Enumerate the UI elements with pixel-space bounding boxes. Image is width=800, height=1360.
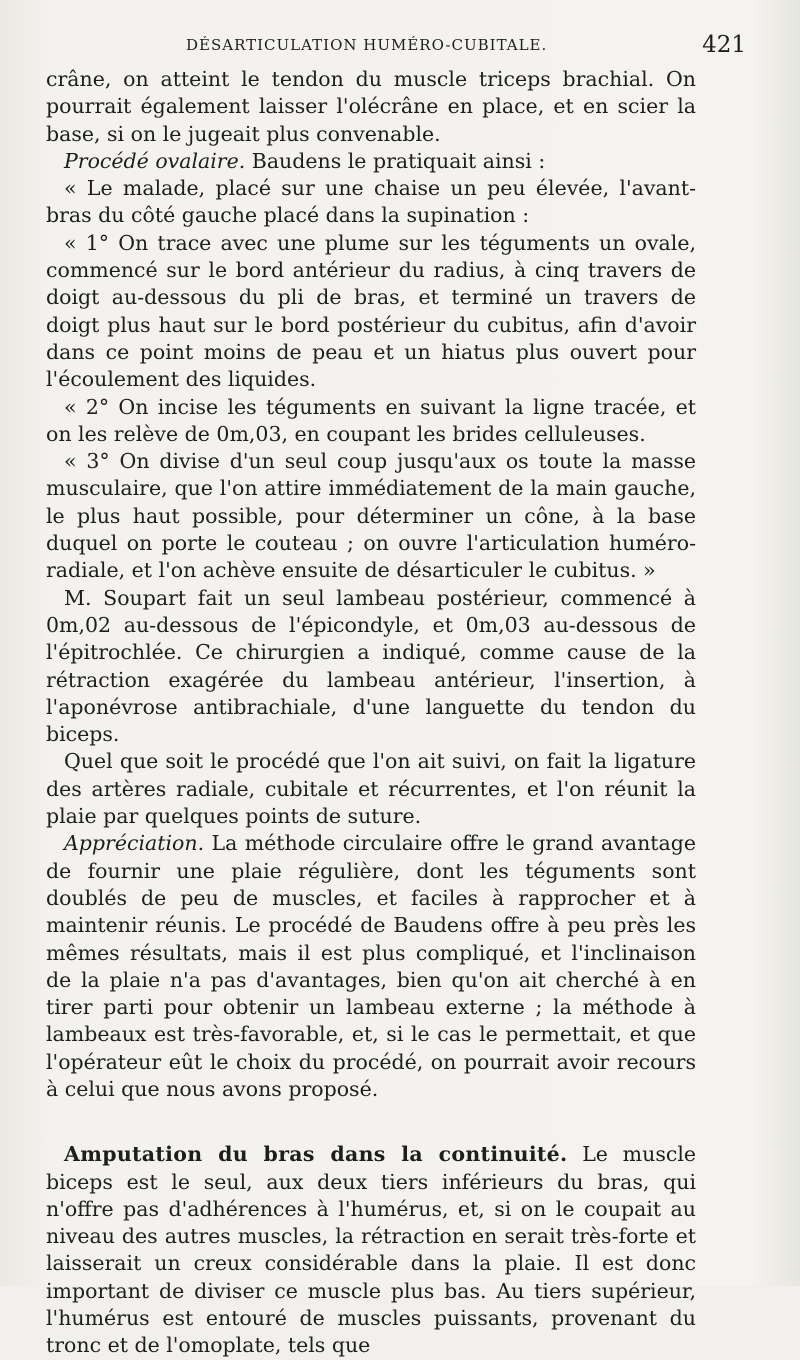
- paragraph-procede-ovalaire: [46, 148, 696, 175]
- paragraph-ligature: Quel que soit le procédé que l'on ait suivi, on fait la ligature des artères radiale, cubitale et récurrentes, et l'on réunit la plaie par quelques points de suture.: [46, 749, 696, 829]
- paragraph-label: Procédé ovalaire.: [64, 148, 246, 173]
- paragraph-continuation: crâne, on atteint le tendon du muscle triceps brachial. On pourrait également laisser l'olécrâne en place, et en scier la base, si on le jugeait plus convenable.: [46, 67, 696, 146]
- body-text: [46, 66, 696, 1360]
- running-title: DÉSARTICULATION HUMÉRO-CUBITALE.: [186, 36, 548, 54]
- paragraph-text: Le muscle biceps est le seul, aux deux tiers inférieurs du bras, qui n'offre pas d'adhérences à l'humérus, et, si on le coupait au niveau des autres muscles, la rétraction en serait très-forte et laisserait un creux considérable dans la plaie. Il est donc important de diviser ce muscle plus bas. Au tiers supérieur, l'humérus est entouré de muscles puissants, provenant du tronc et de l'omoplate, tels que: [46, 1142, 697, 1358]
- running-head: [46, 32, 746, 60]
- paragraph-amputation: [46, 1141, 696, 1359]
- paragraph-text: Baudens le pratiquait ainsi :: [245, 148, 546, 173]
- section-heading: Amputation du bras dans la continuité.: [64, 1142, 568, 1167]
- paragraph-step-1: « 1° On trace avec une plume sur les téguments un ovale, commencé sur le bord antérieur du radius, à cinq travers de doigt au-dessous du pli de bras, et terminé un travers de doigt plus haut sur le bord postérieur du cubitus, afin d'avoir dans ce point moins de peau et un hiatus plus ouvert pour l'écoulement des liquides.: [46, 230, 696, 392]
- paragraph-label: Appréciation.: [64, 831, 205, 856]
- page-number: 421: [702, 32, 746, 58]
- paragraph-soupart: M. Soupart fait un seul lambeau postérieur, commencé à 0m,02 au-dessous de l'épicondyle, et 0m,03 au-dessous de l'épitrochlée. Ce chirurgien a indiqué, comme cause de la rétraction exagérée du lambeau antérieur, l'insertion, à l'aponévrose antibrachiale, d'une languette du tendon du biceps.: [46, 585, 696, 747]
- paragraph-text: La méthode circulaire offre le grand avantage de fournir une plaie régulière, dont les téguments sont doublés de peu de muscles, et faciles à rapprocher et à maintenir réunis. Le procédé de Baudens offre à peu près les mêmes résultats, mais il est plus compliqué, et l'inclinaison de la plaie n'a pas d'avantages, bien qu'on ait cherché à en tirer parti pour obtenir un lambeau externe ; la méthode à lambeaux est très-favorable, et, si le cas le permettait, et que l'opérateur eût le choix du procédé, on pourrait avoir recours à celui que nous avons proposé.: [46, 831, 696, 1101]
- paragraph-appreciation: [46, 830, 696, 1103]
- paragraph-quote-intro: « Le malade, placé sur une chaise un peu élevée, l'avant-bras du côté gauche placé dans la supination :: [46, 176, 696, 228]
- paragraph-step-2: « 2° On incise les téguments en suivant la ligne tracée, et on les relève de 0m,03, en coupant les brides celluleuses.: [46, 394, 696, 446]
- paragraph-step-3: « 3° On divise d'un seul coup jusqu'aux os toute la masse musculaire, que l'on attire immédiatement de la main gauche, le plus haut possible, pour déterminer un cône, à la base duquel on porte le couteau ; on ouvre l'articulation huméro-radiale, et l'on achève ensuite de désarticuler le cubitus. »: [46, 449, 696, 583]
